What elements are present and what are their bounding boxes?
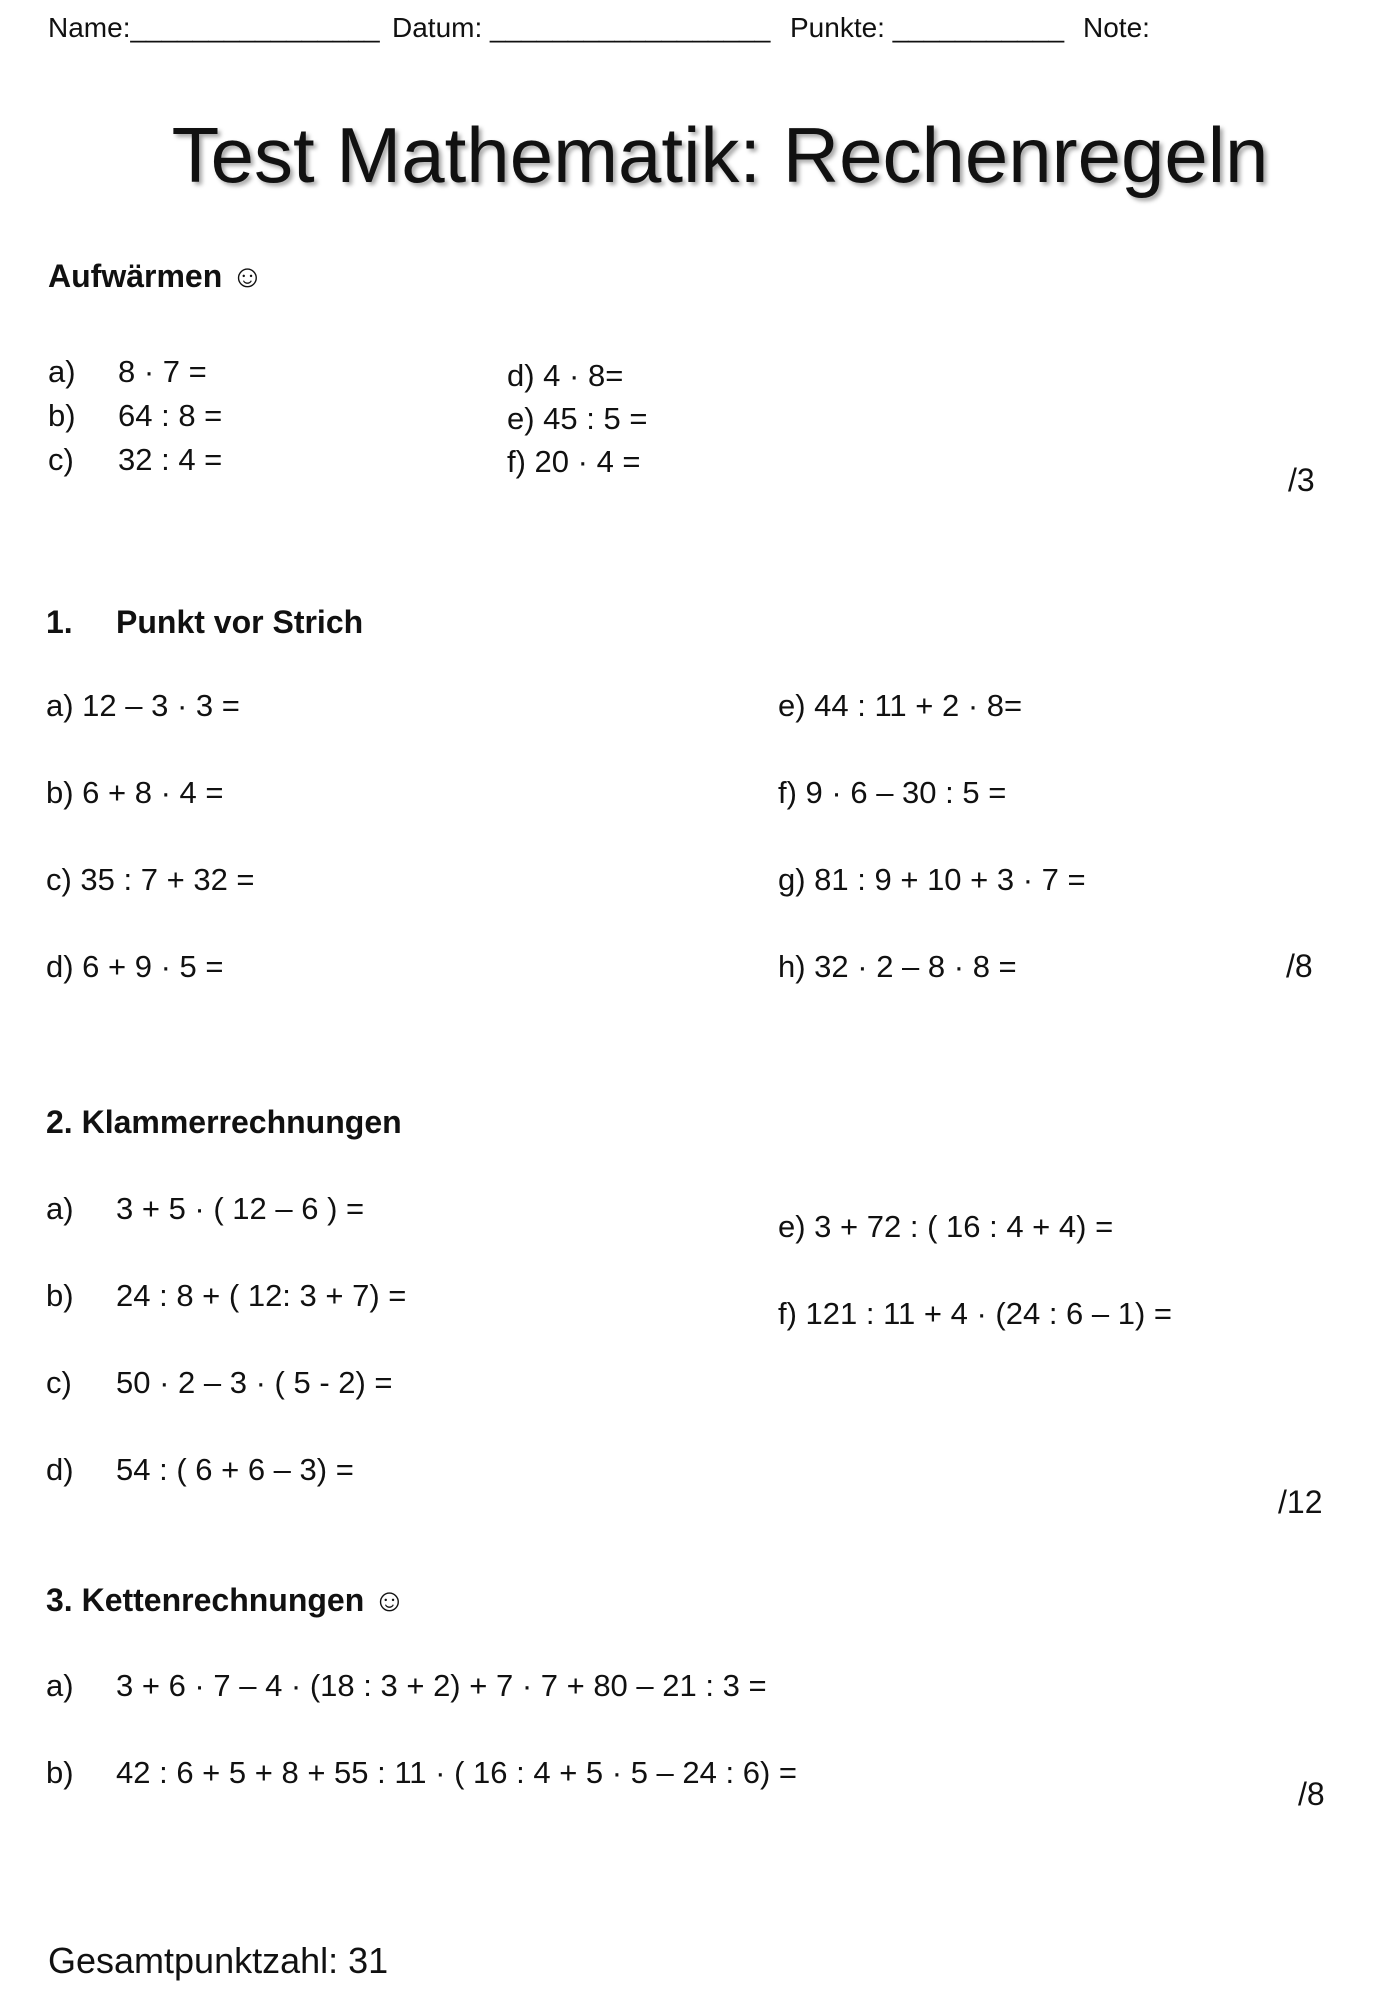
section3-heading: 3. Kettenrechnungen ☺: [46, 1582, 406, 1618]
section1-score: /8: [1286, 948, 1313, 984]
warmup-item-a: a) 8 · 7 =: [48, 354, 207, 389]
section2-item-e: e) 3 + 72 : ( 16 : 4 + 4) =: [778, 1209, 1114, 1244]
grade-field-label: Note:: [1083, 12, 1150, 43]
section2-item-a: a) 3 + 5 · ( 12 – 6 ) =: [46, 1191, 365, 1226]
total-points: Gesamtpunktzahl: 31: [48, 1940, 389, 1981]
section2-item-c: c) 50 · 2 – 3 · ( 5 - 2) =: [46, 1365, 393, 1400]
warmup-item-f: f) 20 · 4 =: [507, 444, 641, 479]
section1-item-d: d) 6 + 9 · 5 =: [46, 949, 224, 984]
section1-item-b: b) 6 + 8 · 4 =: [46, 775, 224, 810]
section2-heading: 2. Klammerrechnungen: [46, 1104, 402, 1140]
section2-item-d: d) 54 : ( 6 + 6 – 3) =: [46, 1452, 354, 1487]
warmup-item-b: b) 64 : 8 =: [48, 398, 223, 433]
section1-item-f: f) 9 · 6 – 30 : 5 =: [778, 775, 1007, 810]
section3-item-a: a) 3 + 6 · 7 – 4 · (18 : 3 + 2) + 7 · 7 + 80 – 21 : 3 =: [46, 1668, 767, 1703]
name-field-label: Name:________________: [48, 12, 380, 43]
warmup-item-d: d) 4 · 8=: [507, 358, 624, 393]
warmup-score: /3: [1288, 462, 1315, 498]
section3-item-b: b) 42 : 6 + 5 + 8 + 55 : 11 · ( 16 : 4 + 5 · 5 – 24 : 6) =: [46, 1755, 798, 1790]
section1-heading: Punkt vor Strich: [116, 604, 364, 640]
date-field-label: Datum: __________________: [392, 12, 771, 43]
section1-item-c: c) 35 : 7 + 32 =: [46, 862, 255, 897]
section1-item-g: g) 81 : 9 + 10 + 3 · 7 =: [778, 862, 1086, 897]
page-title: Test Mathematik: Rechenregeln: [171, 111, 1269, 199]
section1-item-a: a) 12 – 3 · 3 =: [46, 688, 240, 723]
warmup-item-c: c) 32 : 4 =: [48, 442, 223, 477]
section2-item-f: f) 121 : 11 + 4 · (24 : 6 – 1) =: [778, 1296, 1173, 1331]
warmup-item-e: e) 45 : 5 =: [507, 401, 648, 436]
section1-item-e: e) 44 : 11 + 2 · 8=: [778, 688, 1023, 723]
section3-score: /8: [1298, 1776, 1325, 1812]
warmup-heading: Aufwärmen ☺: [48, 258, 264, 294]
section2-score: /12: [1278, 1484, 1323, 1520]
section2-item-b: b) 24 : 8 + ( 12: 3 + 7) =: [46, 1278, 407, 1313]
section1-item-h: h) 32 · 2 – 8 · 8 =: [778, 949, 1017, 984]
points-field-label: Punkte: ___________: [790, 12, 1065, 43]
section1-number: 1.: [46, 604, 73, 640]
